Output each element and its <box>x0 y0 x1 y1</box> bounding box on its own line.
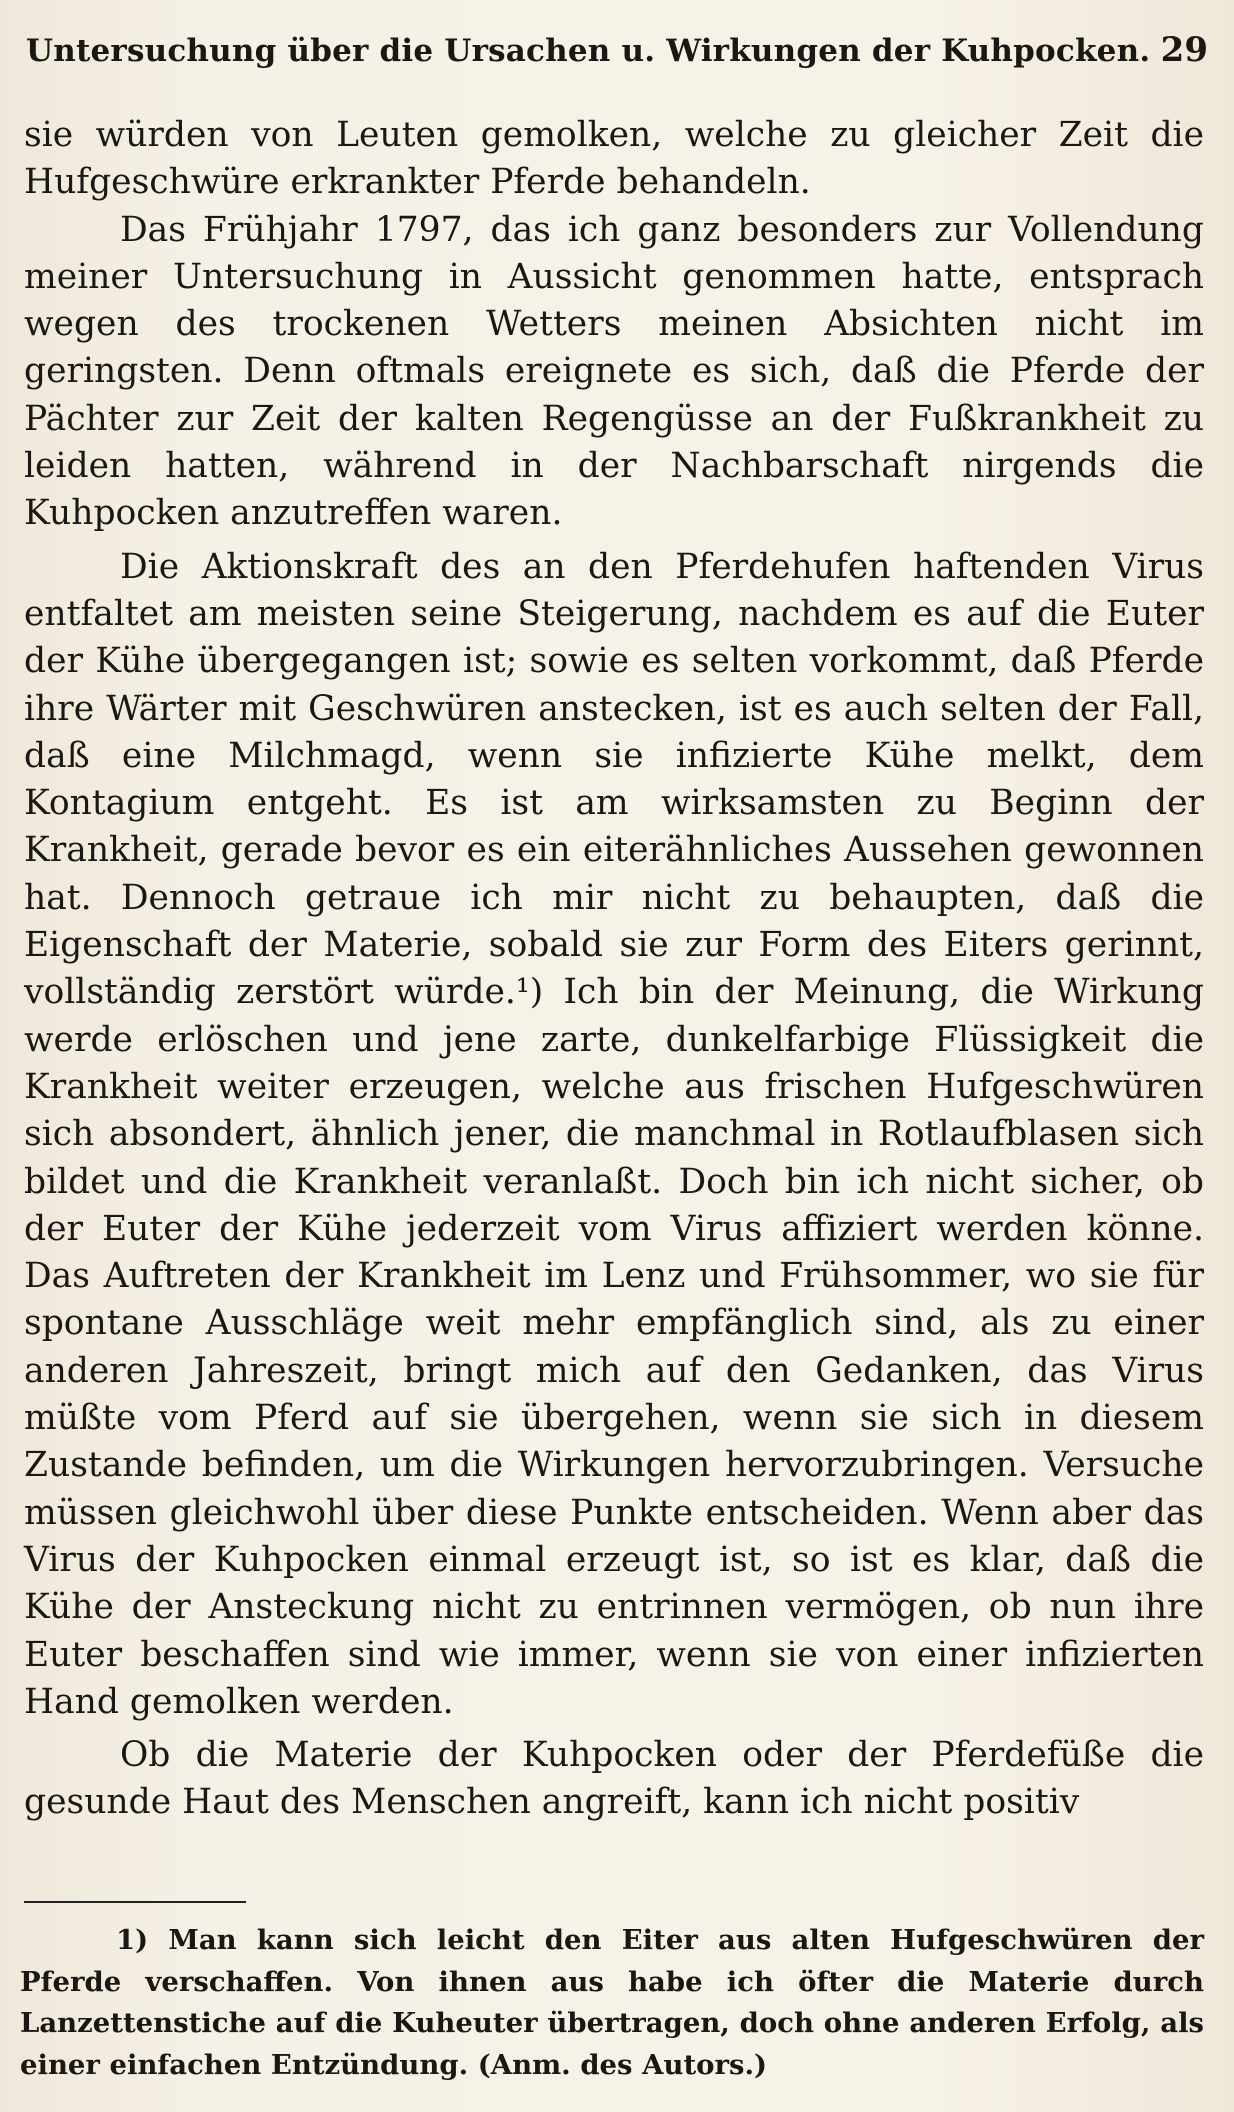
paragraph-continued: sie würden von Leuten gemolken, welche zu gleicher Zeit die Hufgeschwüre erkrankter Pferde behandeln. <box>24 115 1204 203</box>
paragraph: Das Frühjahr 1797, das ich ganz besonders zur Vollendung meiner Untersuchung in Aussicht genommen hatte, entsprach wegen des trockenen Wetters meinen Absichten nicht im geringsten. Denn oftmals ereignete es sich, daß die Pferde der Pächter zur Zeit der kalten Regengüsse an der Fußkrankheit zu leiden hatten, während in der Nachbarschaft nirgends die Kuhpocken anzutreffen waren. <box>24 209 1204 534</box>
paragraph: Die Aktionskraft des an den Pferdehufen haftenden Virus entfaltet am meisten seine Steigerung, nachdem es auf die Euter der Kühe übergegangen ist; sowie es selten vorkommt, daß Pferde ihre Wärter mit Geschwüren anstecken, ist es auch selten der Fall, daß eine Milchmagd, wenn sie infizierte Kühe melkt, dem Kontagium entgeht. Es ist am wirksamsten zu Beginn der Krankheit, gerade bevor es ein eiterähnliches Aussehen gewonnen hat. Dennoch getraue ich mir nicht zu behaupten, daß die Eigenschaft der Materie, sobald sie zur Form des Eiters gerinnt, vollständig zerstört würde.¹) Ich bin der Meinung, die Wirkung werde erlöschen und jene zarte, dunkelfarbige Flüssigkeit die Krankheit weiter erzeugen, welche aus frischen Hufgeschwüren sich absondert, ähnlich jener, die manchmal in Rotlaufblasen sich bildet und die Krankheit veranlaßt. Doch bin ich nicht sicher, ob der Euter der Kühe jederzeit vom Virus affiziert werden könne. Das Auftreten der Krankheit im Lenz und Frühsommer, wo sie für spontane Ausschläge weit mehr empfänglich sind, als zu einer anderen Jahreszeit, bringt mich auf den Gedanken, das Virus müßte vom Pferd auf sie übergehen, wenn sie sich in diesem Zustande befinden, um die Wirkungen hervorzubringen. Versuche müssen gleichwohl über diese Punkte entscheiden. Wenn aber das Virus der Kuhpocken einmal erzeugt ist, so ist es klar, daß die Kühe der Ansteckung nicht zu entrinnen vermögen, ob nun ihre Euter beschaffen sind wie immer, wenn sie von einer infizierten Hand gemolken werden. <box>24 546 1204 1722</box>
footnote-rule <box>24 1901 246 1903</box>
paragraph: Ob die Materie der Kuhpocken oder der Pferdefüße die gesunde Haut des Menschen angreift, kann ich nicht positiv <box>24 1735 1204 1823</box>
footnote-marker: 1) <box>116 1924 149 1956</box>
footnote <box>20 1920 1204 2086</box>
footnote-text: Man kann sich leicht den Eiter aus alten Hufgeschwüren der Pferde verschaffen. Von ihnen aus habe ich öfter die Materie durch Lanzettenstiche auf die Kuheuter übertragen, doch ohne anderen Erfolg, als einer einfachen Entzündung. (Anm. des Autors.) <box>20 1924 1204 2081</box>
page-header <box>26 30 1208 82</box>
page-number: 29 <box>1160 30 1208 70</box>
body-text <box>24 112 1204 1827</box>
running-head: Untersuchung über die Ursachen u. Wirkungen der Kuhpocken. <box>26 33 1151 69</box>
